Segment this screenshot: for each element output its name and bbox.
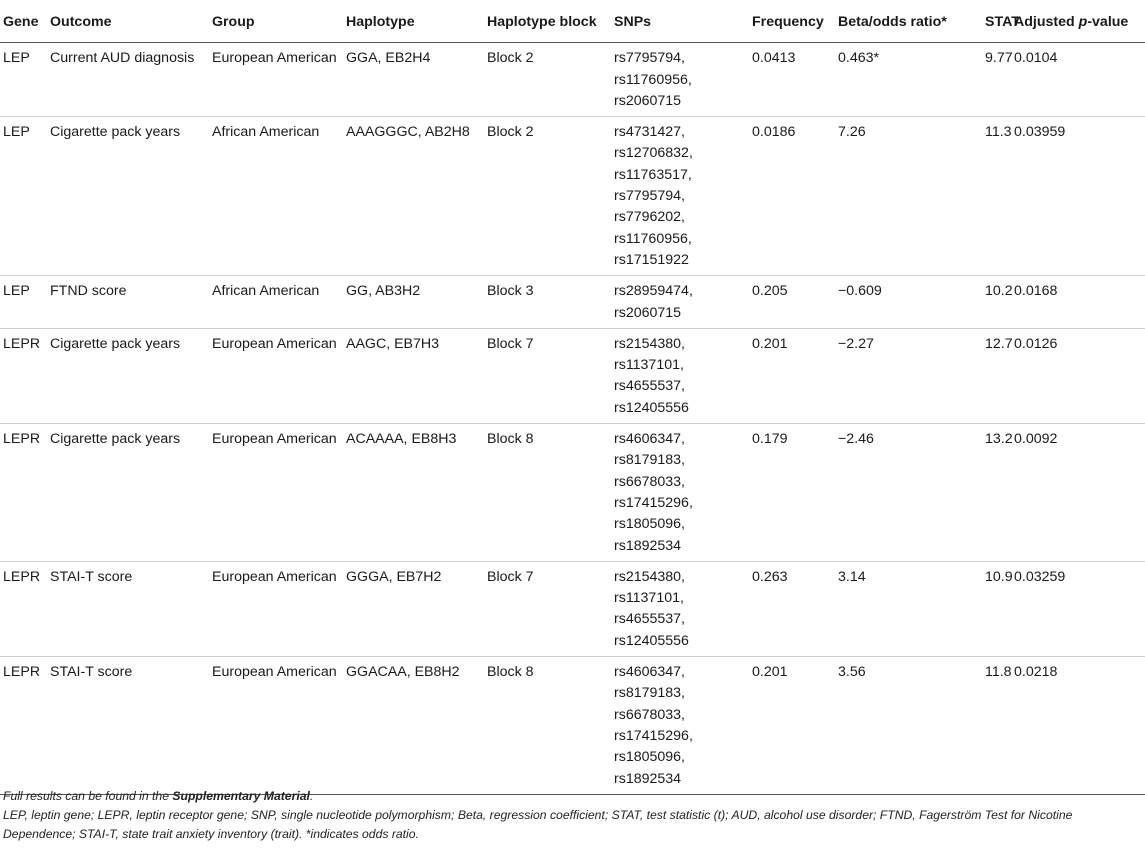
cell-snps: rs4731427, rs12706832, rs11763517, rs7795794, rs7796202, rs11760956, rs17151922 — [614, 117, 752, 276]
cell-frequency: 0.205 — [752, 276, 838, 329]
cell-snps: rs7795794, rs11760956, rs2060715 — [614, 43, 752, 117]
cell-group: African American — [212, 117, 346, 276]
cell-stat: 12.7 — [985, 328, 1014, 423]
cell-beta: 3.56 — [838, 657, 985, 795]
cell-stat: 9.77 — [985, 43, 1014, 117]
table-row — [0, 657, 1145, 795]
cell-block: Block 3 — [487, 276, 614, 329]
cell-haplotype: GGA, EB2H4 — [346, 43, 487, 117]
cell-pvalue: 0.0218 — [1014, 657, 1145, 795]
cell-stat: 13.2 — [985, 424, 1014, 562]
cell-outcome: Cigarette pack years — [50, 328, 212, 423]
cell-beta: −2.27 — [838, 328, 985, 423]
pvalue-header-italic: p — [1078, 14, 1088, 30]
col-header-frequency: Frequency — [752, 0, 838, 43]
cell-pvalue: 0.03259 — [1014, 561, 1145, 656]
cell-beta: −0.609 — [838, 276, 985, 329]
table-row — [0, 328, 1145, 423]
col-header-beta: Beta/odds ratio* — [838, 0, 985, 43]
table-row — [0, 276, 1145, 329]
cell-frequency: 0.201 — [752, 657, 838, 795]
cell-group: European American — [212, 561, 346, 656]
cell-gene: LEP — [0, 117, 50, 276]
cell-gene: LEPR — [0, 328, 50, 423]
cell-gene: LEP — [0, 276, 50, 329]
cell-gene: LEPR — [0, 424, 50, 562]
col-header-haplotype: Haplotype — [346, 0, 487, 43]
cell-pvalue: 0.0092 — [1014, 424, 1145, 562]
footnote-supplementary: Full results can be found in the Supplementary Material. — [3, 789, 314, 803]
cell-haplotype: GGGA, EB7H2 — [346, 561, 487, 656]
cell-gene: LEPR — [0, 561, 50, 656]
cell-beta: 7.26 — [838, 117, 985, 276]
cell-gene: LEP — [0, 43, 50, 117]
pvalue-header-suffix: -value — [1087, 14, 1129, 30]
supplementary-material-label: Supplementary Material — [172, 789, 310, 803]
cell-stat: 10.9 — [985, 561, 1014, 656]
pvalue-header-prefix: Adjusted — [1014, 14, 1079, 30]
col-header-gene: Gene — [0, 0, 50, 43]
table-footnotes — [3, 787, 1143, 845]
col-header-haplotype-block: Haplotype block — [487, 0, 614, 43]
cell-snps: rs4606347, rs8179183, rs6678033, rs17415296, rs1805096, rs1892534 — [614, 424, 752, 562]
cell-block: Block 8 — [487, 657, 614, 795]
cell-pvalue: 0.0126 — [1014, 328, 1145, 423]
cell-snps: rs2154380, rs1137101, rs4655537, rs12405556 — [614, 561, 752, 656]
cell-group: European American — [212, 43, 346, 117]
cell-haplotype: AAGC, EB7H3 — [346, 328, 487, 423]
table-row — [0, 117, 1145, 276]
cell-block: Block 8 — [487, 424, 614, 562]
cell-pvalue: 0.03959 — [1014, 117, 1145, 276]
table-row — [0, 424, 1145, 562]
cell-pvalue: 0.0104 — [1014, 43, 1145, 117]
cell-group: European American — [212, 328, 346, 423]
cell-block: Block 7 — [487, 328, 614, 423]
cell-frequency: 0.201 — [752, 328, 838, 423]
cell-stat: 11.8 — [985, 657, 1014, 795]
table-row — [0, 43, 1145, 117]
table-body — [0, 43, 1145, 795]
cell-stat: 11.3 — [985, 117, 1014, 276]
cell-beta: 0.463* — [838, 43, 985, 117]
cell-frequency: 0.179 — [752, 424, 838, 562]
cell-snps: rs2154380, rs1137101, rs4655537, rs12405556 — [614, 328, 752, 423]
cell-beta: 3.14 — [838, 561, 985, 656]
cell-snps: rs4606347, rs8179183, rs6678033, rs17415296, rs1805096, rs1892534 — [614, 657, 752, 795]
cell-stat: 10.2 — [985, 276, 1014, 329]
cell-block: Block 2 — [487, 43, 614, 117]
col-header-snps: SNPs — [614, 0, 752, 43]
cell-outcome: FTND score — [50, 276, 212, 329]
cell-block: Block 2 — [487, 117, 614, 276]
table-row — [0, 561, 1145, 656]
cell-outcome: STAI-T score — [50, 561, 212, 656]
table-header-row — [0, 0, 1145, 43]
col-header-outcome: Outcome — [50, 0, 212, 43]
cell-outcome: Cigarette pack years — [50, 117, 212, 276]
cell-pvalue: 0.0168 — [1014, 276, 1145, 329]
col-header-stat: STAT — [985, 0, 1014, 43]
cell-frequency: 0.263 — [752, 561, 838, 656]
cell-snps: rs28959474, rs2060715 — [614, 276, 752, 329]
cell-block: Block 7 — [487, 561, 614, 656]
cell-haplotype: GGACAA, EB8H2 — [346, 657, 487, 795]
cell-outcome: Current AUD diagnosis — [50, 43, 212, 117]
cell-haplotype: ACAAAA, EB8H3 — [346, 424, 487, 562]
cell-outcome: Cigarette pack years — [50, 424, 212, 562]
cell-outcome: STAI-T score — [50, 657, 212, 795]
cell-group: African American — [212, 276, 346, 329]
col-header-group: Group — [212, 0, 346, 43]
cell-group: European American — [212, 424, 346, 562]
cell-haplotype: AAAGGGC, AB2H8 — [346, 117, 487, 276]
col-header-pvalue — [1014, 0, 1145, 43]
cell-frequency: 0.0186 — [752, 117, 838, 276]
cell-haplotype: GG, AB3H2 — [346, 276, 487, 329]
cell-gene: LEPR — [0, 657, 50, 795]
cell-frequency: 0.0413 — [752, 43, 838, 117]
cell-beta: −2.46 — [838, 424, 985, 562]
footnote-abbreviations: LEP, leptin gene; LEPR, leptin receptor gene; SNP, single nucleotide polymorphism; Beta, regression coefficient; STAT, test statistic (t); AUD, alcohol use disorder; FTND, Fagerström Test for Nicotine Dependence; STAI-T, state trait anxiety inventory (trait). *indicates odds ratio. — [3, 808, 1073, 842]
cell-group: European American — [212, 657, 346, 795]
